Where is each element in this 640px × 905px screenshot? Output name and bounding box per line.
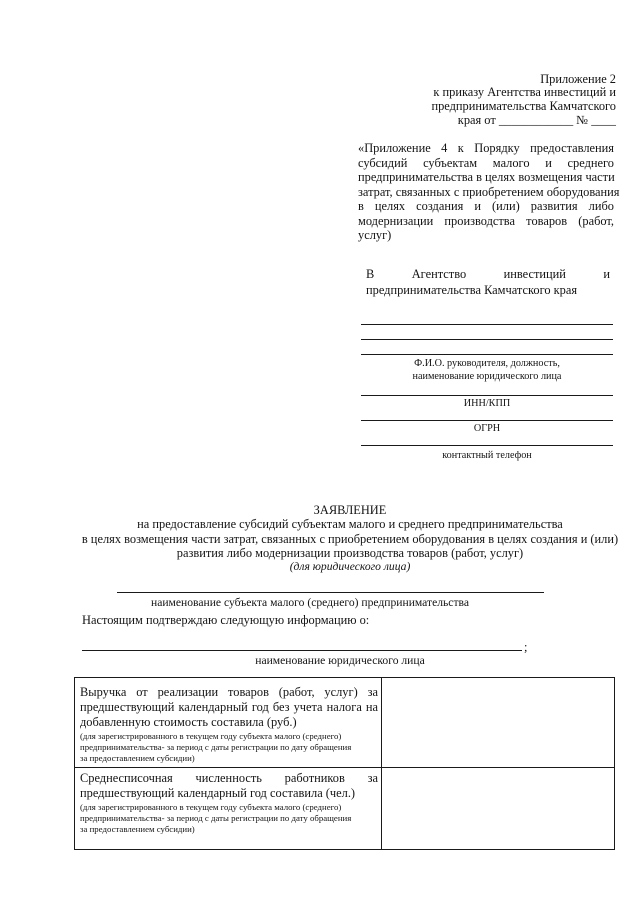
annex-note-line: затрат, связанных с приобретением оборудования xyxy=(358,184,620,199)
entity-name-colon: ; xyxy=(524,640,528,654)
row-label-line: Среднесписочная численность работников за xyxy=(80,771,378,785)
inn-line[interactable] xyxy=(361,395,613,396)
title-line: на предоставление субсидий субъектам малого и среднего предпринимательства xyxy=(137,517,563,531)
row-label-line: предшествующий календарный год без учета налога на xyxy=(80,700,378,714)
ogrn-line[interactable] xyxy=(361,420,613,421)
row-divider xyxy=(75,767,614,768)
table-row-label xyxy=(80,772,378,836)
row-note-line: предпринимательства- за период с даты регистрации по дату обращения xyxy=(80,813,352,823)
row-note-line: предпринимательства- за период с даты регистрации по дату обращения xyxy=(80,742,352,752)
info-table xyxy=(74,677,615,850)
row-note-line: (для зарегистрированного в текущем году субъекта малого (среднего) xyxy=(80,802,342,812)
row-label-line: добавленную стоимость составила (руб.) xyxy=(80,715,297,729)
confirm-text: Настоящим подтверждаю следующую информацию о: xyxy=(82,613,370,627)
annex-note-line: предпринимательства в целях возмещения части xyxy=(358,170,615,184)
order-reference-line: к приказу Агентства инвестиций и xyxy=(433,85,616,99)
fio-line[interactable] xyxy=(361,324,613,325)
row-label-line: Выручка от реализации товаров (работ, услуг) за xyxy=(80,685,378,699)
phone-caption: контактный телефон xyxy=(442,450,532,461)
document-title: ЗАЯВЛЕНИЕ xyxy=(313,503,387,517)
order-agency-line: предпринимательства Камчатского xyxy=(431,99,616,113)
entity-name-caption: наименование юридического лица xyxy=(255,654,425,667)
annex-note-line: модернизации производства товаров (работ, xyxy=(358,213,614,228)
title-subtype: (для юридического лица) xyxy=(289,560,411,573)
phone-line[interactable] xyxy=(361,445,613,446)
fio-line[interactable] xyxy=(361,339,613,340)
fio-line[interactable] xyxy=(361,354,613,355)
row-note-line: за предоставлением субсидии) xyxy=(80,824,195,834)
entity-name-line[interactable] xyxy=(82,650,522,651)
order-date-number: края от ____________ № ____ xyxy=(457,113,616,127)
annex-note-line: услуг) xyxy=(358,228,392,242)
column-divider xyxy=(381,678,382,849)
inn-caption: ИНН/КПП xyxy=(463,398,511,409)
table-row-label xyxy=(80,686,378,765)
fio-caption: наименование юридического лица xyxy=(412,371,562,382)
row-note-line: за предоставлением субсидии) xyxy=(80,753,195,763)
annex-note-line: субсидий субъектам малого и среднего xyxy=(358,155,614,170)
subject-name-caption: наименование субъекта малого (среднего) предпринимательства xyxy=(151,596,469,609)
annex-note-line: «Приложение 4 к Порядку предоставления xyxy=(358,141,614,155)
annex-number: Приложение 2 xyxy=(540,72,616,86)
row-note-line: (для зарегистрированного в текущем году субъекта малого (среднего) xyxy=(80,731,342,741)
annex-note-line: в целях создания и (или) развития либо xyxy=(358,199,614,213)
annex-note xyxy=(358,141,620,244)
title-line: в целях возмещения части затрат, связанных с приобретением оборудования в целях создания и (или) xyxy=(81,532,619,546)
addressee-line: В Агентство инвестиций и xyxy=(366,267,610,281)
fio-caption: Ф.И.О. руководителя, должность, xyxy=(414,358,560,369)
ogrn-caption: ОГРН xyxy=(473,423,501,434)
subject-name-line[interactable] xyxy=(117,592,544,593)
addressee-line: предпринимательства Камчатского края xyxy=(366,283,578,297)
row-label-line: предшествующий календарный год составила (чел.) xyxy=(80,786,356,800)
title-line: развития либо модернизации производства товаров (работ, услуг) xyxy=(176,546,524,560)
